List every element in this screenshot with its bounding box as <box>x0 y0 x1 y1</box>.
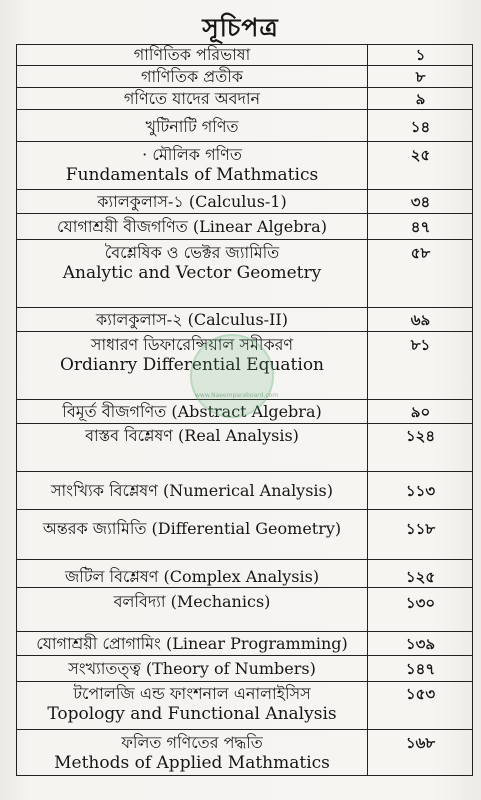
toc-page: ১১৩ <box>405 482 436 500</box>
toc-title: বৈশ্লেষিক ও ভেক্টর জ্যামিতি Analytic and Vector Geometry <box>62 243 322 283</box>
toc-page: ৪৭ <box>410 218 431 236</box>
toc-row <box>17 45 472 66</box>
toc-page: ১৫৩ <box>405 685 436 703</box>
toc-title: গাণিতিক পরিভাষা <box>133 45 251 64</box>
toc-row <box>17 731 472 775</box>
toc-title: যোগাশ্রয়ী প্রোগামিং (Linear Programming) <box>36 634 348 653</box>
toc-page: ৮১ <box>410 336 431 354</box>
toc-page: ১২৪ <box>405 427 436 445</box>
toc-title: ফলিত গণিতের পদ্ধতি Methods of Applied Mathmatics <box>54 733 330 773</box>
toc-page: ৯০ <box>410 403 431 421</box>
page-title: সূচিপত্র <box>202 13 279 42</box>
toc-row <box>17 111 472 142</box>
toc-title: বাস্তব বিশ্লেষণ (Real Analysis) <box>85 426 299 445</box>
toc-title: গাণিতিক প্রতীক <box>141 67 243 86</box>
toc-row <box>17 241 472 308</box>
toc-title: অন্তরক জ্যামিতি (Differential Geometry) <box>42 519 342 538</box>
toc-row <box>17 511 472 560</box>
toc-row <box>17 309 472 332</box>
toc-page: ১ <box>415 46 426 64</box>
toc-title: ক্যালকুলাস-১ (Calculus-1) <box>97 192 287 211</box>
toc-row <box>17 683 472 730</box>
toc-row <box>17 425 472 472</box>
toc-title: ক্যালকুলাস-২ (Calculus-II) <box>96 310 288 329</box>
toc-title: যোগাশ্রয়ী বীজগণিত (Linear Algebra) <box>57 217 327 236</box>
toc-row <box>17 191 472 214</box>
toc-row <box>17 89 472 110</box>
toc-title: টপোলজি এন্ড ফাংশনাল এনালাইসিস Topology and Functional Analysis <box>47 684 337 724</box>
toc-page: ১৪৭ <box>405 660 436 678</box>
toc-page: ৮ <box>415 68 426 86</box>
toc-row <box>17 561 472 588</box>
toc-page: ১৬৮ <box>405 734 436 752</box>
toc-row <box>17 657 472 682</box>
toc-title: সাধারণ ডিফারেন্সিয়াল সমীকরণ Ordianry Differential Equation <box>59 335 324 375</box>
toc-page: ৬৯ <box>410 311 431 329</box>
toc-page: ৯ <box>415 90 426 108</box>
toc-row <box>17 215 472 240</box>
toc-page: ১৪ <box>410 118 431 136</box>
toc-title: বিমূর্ত বীজগণিত (Abstract Algebra) <box>62 402 322 421</box>
toc-row <box>17 143 472 190</box>
toc-page: ১২৫ <box>405 568 436 586</box>
toc-row <box>17 67 472 88</box>
toc-page: ৫৮ <box>410 244 431 262</box>
toc-title: সংখ্যাতত্ত্ব (Theory of Numbers) <box>68 659 316 678</box>
toc-title: বলবিদ্যা (Mechanics) <box>113 592 271 611</box>
toc-page: ৩৪ <box>410 193 431 211</box>
toc-row <box>17 473 472 510</box>
toc-page: ২৫ <box>410 146 431 164</box>
watermark-text: www.Naeemparaboard.com <box>195 392 279 399</box>
toc-page: ১৩০ <box>405 594 436 612</box>
toc-row <box>17 633 472 656</box>
toc-title: জটিল বিশ্লেষণ (Complex Analysis) <box>64 567 320 586</box>
toc-title: · মৌলিক গণিত Fundamentals of Mathmatics <box>65 145 319 185</box>
toc-page: ১১৮ <box>405 520 436 538</box>
toc-row <box>17 589 472 632</box>
toc-title: গণিতে যাদের অবদান <box>123 89 261 108</box>
toc-page: ১৩৯ <box>405 635 436 653</box>
watermark-seal <box>190 334 279 418</box>
toc-title: খুটিনাটি গণিত <box>145 117 239 136</box>
toc-title: সাংখ্যিক বিশ্লেষণ (Numerical Analysis) <box>50 481 334 500</box>
